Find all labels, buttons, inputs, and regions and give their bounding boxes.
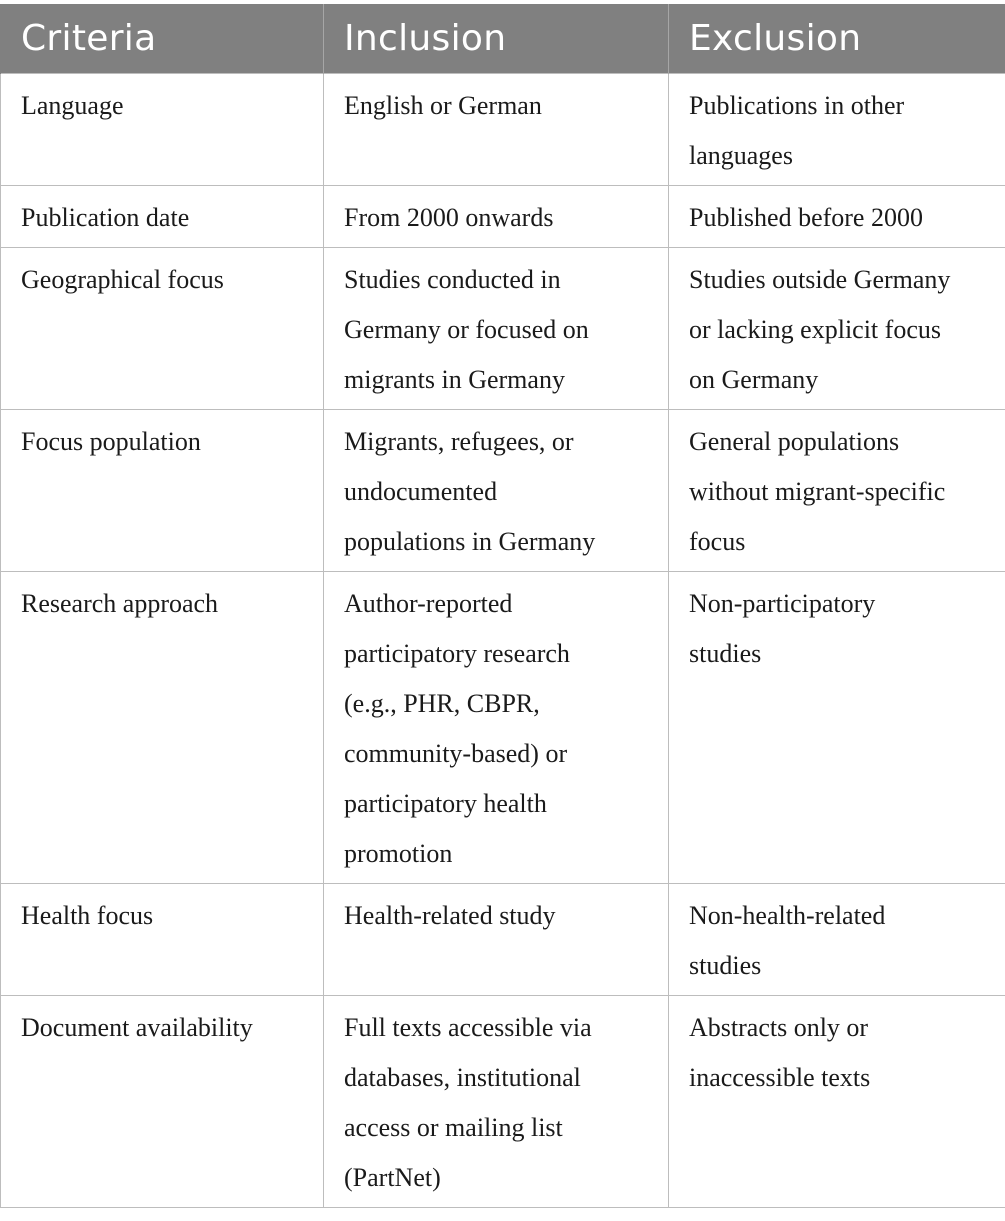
cell-line: (e.g., PHR, CBPR, <box>344 689 540 718</box>
header-exclusion: Exclusion <box>669 4 1005 74</box>
cell-line: studies <box>689 951 762 980</box>
criteria-cell: Geographical focus <box>1 248 324 410</box>
table-row <box>1 996 1005 1208</box>
header-row <box>1 4 1005 74</box>
exclusion-cell <box>669 248 1005 410</box>
criteria-cell: Focus population <box>1 410 324 572</box>
cell-line: Health-related study <box>344 901 556 930</box>
exclusion-cell <box>669 74 1005 186</box>
header-criteria: Criteria <box>1 4 324 74</box>
cell-line: General populations <box>689 427 900 456</box>
criteria-table-container <box>0 4 1005 1208</box>
cell-line: on Germany <box>689 365 819 394</box>
cell-line: participatory research <box>344 639 570 668</box>
inclusion-cell <box>324 884 669 996</box>
cell-line: Non-health-related <box>689 901 886 930</box>
exclusion-cell <box>669 572 1005 884</box>
inclusion-cell <box>324 410 669 572</box>
cell-line: promotion <box>344 839 453 868</box>
exclusion-cell <box>669 996 1005 1208</box>
cell-line: databases, institutional <box>344 1063 581 1092</box>
cell-line: access or mailing list <box>344 1113 563 1142</box>
inclusion-cell <box>324 996 669 1208</box>
cell-line: inaccessible texts <box>689 1063 871 1092</box>
criteria-cell: Research approach <box>1 572 324 884</box>
cell-line: From 2000 onwards <box>344 203 554 232</box>
table-row <box>1 884 1005 996</box>
cell-line: Author-reported <box>344 589 513 618</box>
cell-line: populations in Germany <box>344 527 596 556</box>
table-row <box>1 186 1005 248</box>
criteria-table <box>0 4 1005 1208</box>
cell-line: community-based) or <box>344 739 568 768</box>
criteria-cell: Publication date <box>1 186 324 248</box>
cell-line: focus <box>689 527 746 556</box>
cell-line: migrants in Germany <box>344 365 565 394</box>
exclusion-cell <box>669 884 1005 996</box>
cell-line: studies <box>689 639 762 668</box>
table-body <box>1 74 1005 1208</box>
cell-line: Publications in other <box>689 91 905 120</box>
inclusion-cell <box>324 74 669 186</box>
cell-line: Migrants, refugees, or <box>344 427 574 456</box>
inclusion-cell <box>324 248 669 410</box>
cell-line: Studies conducted in <box>344 265 561 294</box>
criteria-cell: Language <box>1 74 324 186</box>
cell-line: (PartNet) <box>344 1163 441 1192</box>
table-row <box>1 74 1005 186</box>
table-row <box>1 572 1005 884</box>
table-row <box>1 410 1005 572</box>
exclusion-cell <box>669 186 1005 248</box>
exclusion-cell <box>669 410 1005 572</box>
table-row <box>1 248 1005 410</box>
cell-line: Full texts accessible via <box>344 1013 592 1042</box>
inclusion-cell <box>324 572 669 884</box>
cell-line: languages <box>689 141 793 170</box>
cell-line: undocumented <box>344 477 498 506</box>
cell-line: participatory health <box>344 789 547 818</box>
cell-line: Abstracts only or <box>689 1013 869 1042</box>
criteria-cell: Health focus <box>1 884 324 996</box>
table-header <box>1 4 1005 74</box>
header-inclusion: Inclusion <box>324 4 669 74</box>
cell-line: Non-participatory <box>689 589 876 618</box>
criteria-cell: Document availability <box>1 996 324 1208</box>
cell-line: Germany or focused on <box>344 315 589 344</box>
inclusion-cell <box>324 186 669 248</box>
cell-line: or lacking explicit focus <box>689 315 941 344</box>
cell-line: Published before 2000 <box>689 203 923 232</box>
cell-line: without migrant-specific <box>689 477 946 506</box>
cell-line: English or German <box>344 91 542 120</box>
cell-line: Studies outside Germany <box>689 265 951 294</box>
